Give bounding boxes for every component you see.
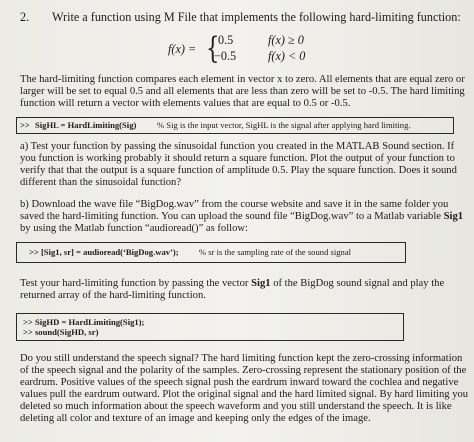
test-line-2: returned array of the hard-limiting function.	[20, 290, 206, 301]
code2-line: >> [Sig1, sr] = audioread(‘BigDog.wav’);	[29, 247, 179, 257]
part-a-line-4: different than the sinusoidal function?	[20, 177, 182, 188]
code-box-sound	[16, 313, 404, 341]
conclusion-line-4: values pull the eardrum outward. Plot the original signal and the hard limited signal. By hard limiting you	[20, 389, 469, 400]
description-line-2: larger will be set to equal 0.5 and all elements that are less than zero will be set to -0.5. The hard limiting	[20, 86, 465, 97]
equation-lhs: f(x) =	[168, 42, 197, 56]
brace-symbol: {	[206, 31, 220, 66]
conclusion-line-6: deleting all color and texture of an image and keeping only the edges of the image.	[20, 413, 371, 424]
part-a-line-2: you function is working probably it should return a square function. Plot the output of your function to	[20, 153, 455, 164]
part-a-line-3: verify that that the output is a square function of amplitude 0.5. Play the square function. Does it sound	[20, 165, 457, 176]
code-box-audioread	[16, 242, 406, 263]
code1-comment: % Sig is the input vector, SigHL is the signal after applying hard limiting.	[157, 120, 411, 130]
conclusion-line-3: eardrum. Positive values of the speech signal push the eardrum inward toward the cochlea and negative	[20, 377, 459, 388]
description-line-1: The hard-limiting function compares each element in vector x to zero. All elements that are equal zero or	[20, 74, 465, 85]
test-line-1-pre: Test your hard-limiting function by passing the vector	[20, 278, 252, 289]
code-box-hardlimiting-call	[16, 117, 454, 134]
test-line-1-var: Sig1	[251, 278, 271, 289]
code3-line-2: >> sound(SigHD, sr)	[23, 327, 99, 337]
code2-comment: % sr is the sampling rate of the sound signal	[199, 247, 352, 257]
conclusion-line-5: deleted so much information about the speech waveform and you still understand the speech. It is like	[20, 401, 452, 412]
part-b-variable: Sig1	[443, 211, 464, 222]
problem-intro: Write a function using M File that implements the following hard-limiting function:	[52, 10, 461, 24]
part-a-line-1: a) Test your function by passing the sinusoidal function you created in the MATLAB Sound section. If	[20, 141, 455, 152]
code3-line-1: >> SigHD = HardLimiting(Sig1);	[23, 317, 145, 327]
case2-condition: f(x) < 0	[268, 49, 306, 63]
case2-value: −0.5	[214, 49, 237, 63]
part-b-line-2-text: saved the hard-limiting function. You can upload the sound file “BigDog.wav” to a Matlab variable	[20, 211, 444, 222]
conclusion-line-1: Do you still understand the speech signal? The hard limiting function kept the zero-crossing information	[20, 353, 463, 364]
code1-call: SigHL = HardLimiting(Sig)	[35, 120, 137, 130]
problem-number: 2.	[20, 10, 30, 24]
code1-prompt: >>	[20, 120, 30, 130]
part-b-line-1: b) Download the wave file “BigDog.wav” from the course website and save it in the same folder you	[20, 199, 449, 210]
test-line-1-post: of the BigDog sound signal and play the	[270, 278, 445, 289]
case1-condition: f(x) ≥ 0	[268, 33, 304, 47]
case1-value: 0.5	[218, 33, 234, 47]
conclusion-line-2: of the speech signal and the polarity of the samples. Zero-crossing represent the stationary position of the	[20, 365, 467, 376]
part-b-line-3: by using the Matlab function “audioread()” as follow:	[20, 223, 248, 234]
description-line-3: function will return a vector with elements values that are equal to 0.5 or -0.5.	[20, 98, 351, 109]
